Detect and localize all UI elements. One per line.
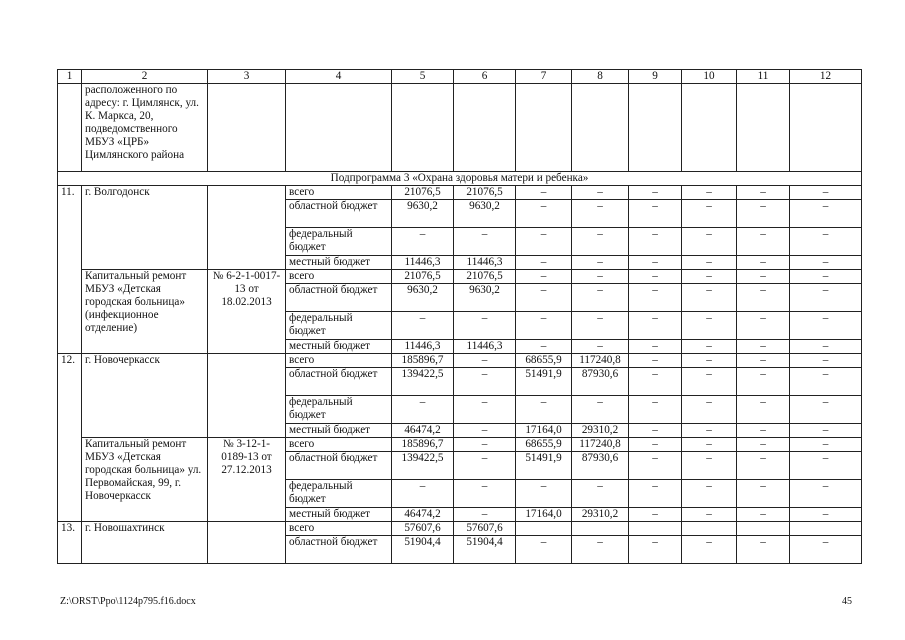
funding-source: местный бюджет xyxy=(286,340,392,354)
value-cell: 117240,8 xyxy=(572,354,629,368)
value-cell: – xyxy=(572,480,629,508)
value-cell: – xyxy=(790,200,862,228)
value-cell: – xyxy=(629,228,682,256)
value-cell: – xyxy=(454,368,516,396)
value-cell: – xyxy=(682,270,737,284)
value-cell: – xyxy=(737,368,790,396)
value-cell: – xyxy=(682,452,737,480)
value-cell: – xyxy=(737,438,790,452)
project-document: № 6-2-1-0017-13 от 18.02.2013 xyxy=(208,270,286,354)
funding-source: всего xyxy=(286,438,392,452)
value-cell: – xyxy=(682,284,737,312)
value-cell: 139422,5 xyxy=(392,452,454,480)
value-cell: – xyxy=(572,256,629,270)
value-cell: 51491,9 xyxy=(516,452,572,480)
continuation-text: расположенного по адресу: г. Цимлянск, ул. К. Маркса, 20, подведомственного МБУЗ «ЦРБ» Цимлянского района xyxy=(82,84,208,172)
value-cell: – xyxy=(737,480,790,508)
value-cell: – xyxy=(682,368,737,396)
value-cell: 57607,6 xyxy=(392,522,454,536)
value-cell: – xyxy=(572,340,629,354)
value-cell: 185896,7 xyxy=(392,438,454,452)
value-cell: – xyxy=(629,508,682,522)
col-header: 11 xyxy=(737,70,790,84)
value-cell: – xyxy=(454,480,516,508)
value-cell: – xyxy=(629,270,682,284)
value-cell: 11446,3 xyxy=(392,340,454,354)
value-cell: – xyxy=(737,312,790,340)
value-cell: – xyxy=(629,424,682,438)
city-name: г. Волгодонск xyxy=(82,186,208,270)
value-cell: – xyxy=(737,186,790,200)
city-name: г. Новочеркасск xyxy=(82,354,208,438)
value-cell: – xyxy=(682,312,737,340)
value-cell: – xyxy=(737,284,790,312)
value-cell: – xyxy=(629,480,682,508)
value-cell: 46474,2 xyxy=(392,508,454,522)
value-cell: – xyxy=(572,200,629,228)
value-cell: 17164,0 xyxy=(516,508,572,522)
col-header: 9 xyxy=(629,70,682,84)
value-cell xyxy=(682,522,737,536)
value-cell: – xyxy=(629,340,682,354)
value-cell: – xyxy=(392,396,454,424)
value-cell: – xyxy=(454,452,516,480)
table-row xyxy=(58,522,862,536)
value-cell: 9630,2 xyxy=(392,284,454,312)
value-cell: 87930,6 xyxy=(572,368,629,396)
value-cell: 185896,7 xyxy=(392,354,454,368)
value-cell: – xyxy=(516,340,572,354)
value-cell: – xyxy=(790,480,862,508)
value-cell: 21076,5 xyxy=(392,270,454,284)
value-cell: – xyxy=(737,270,790,284)
value-cell: – xyxy=(516,200,572,228)
value-cell: – xyxy=(737,424,790,438)
col-header: 10 xyxy=(682,70,737,84)
funding-source: местный бюджет xyxy=(286,424,392,438)
funding-source: федеральный бюджет xyxy=(286,228,392,256)
funding-source: всего xyxy=(286,522,392,536)
value-cell: – xyxy=(682,438,737,452)
value-cell: – xyxy=(516,186,572,200)
value-cell: – xyxy=(572,536,629,564)
value-cell: – xyxy=(629,186,682,200)
funding-source: федеральный бюджет xyxy=(286,396,392,424)
doc-cell xyxy=(208,186,286,270)
value-cell: – xyxy=(572,270,629,284)
value-cell: 51491,9 xyxy=(516,368,572,396)
value-cell: – xyxy=(790,368,862,396)
table-row xyxy=(58,186,862,200)
value-cell: – xyxy=(737,200,790,228)
funding-source: областной бюджет xyxy=(286,368,392,396)
col-header: 7 xyxy=(516,70,572,84)
footer-file-path: Z:\ORST\Ppo\1124p795.f16.docx xyxy=(60,596,196,607)
value-cell: – xyxy=(790,508,862,522)
value-cell: 9630,2 xyxy=(392,200,454,228)
value-cell: 11446,3 xyxy=(454,340,516,354)
value-cell: 11446,3 xyxy=(454,256,516,270)
value-cell: – xyxy=(790,340,862,354)
value-cell: 68655,9 xyxy=(516,354,572,368)
value-cell: – xyxy=(454,438,516,452)
value-cell: – xyxy=(790,452,862,480)
value-cell: 21076,5 xyxy=(454,270,516,284)
value-cell: – xyxy=(682,508,737,522)
value-cell: – xyxy=(629,354,682,368)
value-cell: – xyxy=(790,256,862,270)
value-cell: – xyxy=(629,312,682,340)
col-header: 1 xyxy=(58,70,82,84)
value-cell: – xyxy=(572,284,629,312)
value-cell: – xyxy=(454,312,516,340)
continuation-row xyxy=(58,84,862,172)
value-cell xyxy=(572,522,629,536)
value-cell: – xyxy=(392,480,454,508)
value-cell: – xyxy=(629,256,682,270)
value-cell: – xyxy=(682,480,737,508)
value-cell: – xyxy=(629,438,682,452)
value-cell: 17164,0 xyxy=(516,424,572,438)
col-header: 6 xyxy=(454,70,516,84)
value-cell: – xyxy=(572,396,629,424)
value-cell: – xyxy=(516,284,572,312)
project-document: № 3-12-1-0189-13 от 27.12.2013 xyxy=(208,438,286,522)
value-cell: 21076,5 xyxy=(454,186,516,200)
project-name: Капитальный ремонт МБУЗ «Детская городская больница» ул. Первомайская, 99, г. Новочеркасск xyxy=(82,438,208,522)
col-header: 5 xyxy=(392,70,454,84)
value-cell: – xyxy=(516,270,572,284)
col-header: 2 xyxy=(82,70,208,84)
value-cell: – xyxy=(629,396,682,424)
col-header: 12 xyxy=(790,70,862,84)
funding-source: федеральный бюджет xyxy=(286,480,392,508)
value-cell xyxy=(737,522,790,536)
value-cell: 51904,4 xyxy=(392,536,454,564)
table-row xyxy=(58,270,862,284)
budget-table xyxy=(57,69,862,564)
value-cell: – xyxy=(790,354,862,368)
value-cell: – xyxy=(629,536,682,564)
project-name: Капитальный ремонт МБУЗ «Детская городская больница» (инфекционное отделение) xyxy=(82,270,208,354)
funding-source: федеральный бюджет xyxy=(286,312,392,340)
col-header: 8 xyxy=(572,70,629,84)
value-cell: – xyxy=(737,396,790,424)
funding-source: местный бюджет xyxy=(286,508,392,522)
value-cell: – xyxy=(454,354,516,368)
value-cell: – xyxy=(790,438,862,452)
row-number: 13. xyxy=(58,522,82,564)
value-cell: – xyxy=(682,228,737,256)
funding-source: местный бюджет xyxy=(286,256,392,270)
value-cell: – xyxy=(516,480,572,508)
value-cell: – xyxy=(790,228,862,256)
value-cell: – xyxy=(790,186,862,200)
value-cell: – xyxy=(737,354,790,368)
value-cell: – xyxy=(572,186,629,200)
value-cell xyxy=(516,522,572,536)
value-cell: – xyxy=(392,228,454,256)
value-cell: – xyxy=(516,396,572,424)
col-header: 4 xyxy=(286,70,392,84)
funding-source: всего xyxy=(286,186,392,200)
value-cell: – xyxy=(516,312,572,340)
city-name: г. Новошахтинск xyxy=(82,522,208,564)
row-number: 11. xyxy=(58,186,82,354)
value-cell: – xyxy=(454,228,516,256)
value-cell: – xyxy=(790,284,862,312)
value-cell: – xyxy=(629,452,682,480)
funding-source: областной бюджет xyxy=(286,200,392,228)
value-cell: – xyxy=(790,536,862,564)
value-cell: – xyxy=(629,284,682,312)
value-cell: 139422,5 xyxy=(392,368,454,396)
page-number: 45 xyxy=(842,596,852,607)
value-cell: – xyxy=(737,228,790,256)
value-cell: – xyxy=(682,340,737,354)
table-row xyxy=(58,354,862,368)
value-cell: 87930,6 xyxy=(572,452,629,480)
value-cell: – xyxy=(737,340,790,354)
value-cell: – xyxy=(682,424,737,438)
value-cell: – xyxy=(790,424,862,438)
value-cell: 11446,3 xyxy=(392,256,454,270)
value-cell: – xyxy=(454,424,516,438)
funding-source: областной бюджет xyxy=(286,536,392,564)
value-cell: – xyxy=(629,368,682,396)
value-cell: 46474,2 xyxy=(392,424,454,438)
row-number: 12. xyxy=(58,354,82,522)
value-cell: – xyxy=(737,256,790,270)
value-cell: – xyxy=(629,200,682,228)
value-cell: – xyxy=(572,312,629,340)
header-row xyxy=(58,70,862,84)
value-cell: 9630,2 xyxy=(454,284,516,312)
funding-source: всего xyxy=(286,270,392,284)
value-cell: – xyxy=(682,396,737,424)
value-cell: – xyxy=(790,270,862,284)
value-cell xyxy=(790,522,862,536)
value-cell: – xyxy=(682,186,737,200)
value-cell: 68655,9 xyxy=(516,438,572,452)
value-cell: – xyxy=(737,536,790,564)
value-cell: – xyxy=(516,228,572,256)
value-cell: – xyxy=(790,312,862,340)
value-cell: 57607,6 xyxy=(454,522,516,536)
doc-cell xyxy=(208,354,286,438)
funding-source: областной бюджет xyxy=(286,452,392,480)
value-cell: – xyxy=(790,396,862,424)
value-cell: – xyxy=(454,508,516,522)
value-cell: – xyxy=(737,508,790,522)
table-row xyxy=(58,438,862,452)
value-cell: – xyxy=(737,452,790,480)
value-cell: – xyxy=(392,312,454,340)
value-cell: – xyxy=(572,228,629,256)
value-cell: 21076,5 xyxy=(392,186,454,200)
value-cell: 9630,2 xyxy=(454,200,516,228)
value-cell: – xyxy=(682,256,737,270)
value-cell: – xyxy=(682,200,737,228)
doc-cell xyxy=(208,522,286,564)
value-cell: 51904,4 xyxy=(454,536,516,564)
value-cell xyxy=(629,522,682,536)
value-cell: 29310,2 xyxy=(572,424,629,438)
subprogram-title: Подпрограмма 3 «Охрана здоровья матери и ребенка» xyxy=(58,172,862,186)
value-cell: – xyxy=(682,536,737,564)
funding-source: областной бюджет xyxy=(286,284,392,312)
value-cell: 29310,2 xyxy=(572,508,629,522)
value-cell: – xyxy=(682,354,737,368)
value-cell: – xyxy=(516,256,572,270)
subprogram-row xyxy=(58,172,862,186)
value-cell: 117240,8 xyxy=(572,438,629,452)
value-cell: – xyxy=(454,396,516,424)
value-cell: – xyxy=(516,536,572,564)
col-header: 3 xyxy=(208,70,286,84)
funding-source: всего xyxy=(286,354,392,368)
